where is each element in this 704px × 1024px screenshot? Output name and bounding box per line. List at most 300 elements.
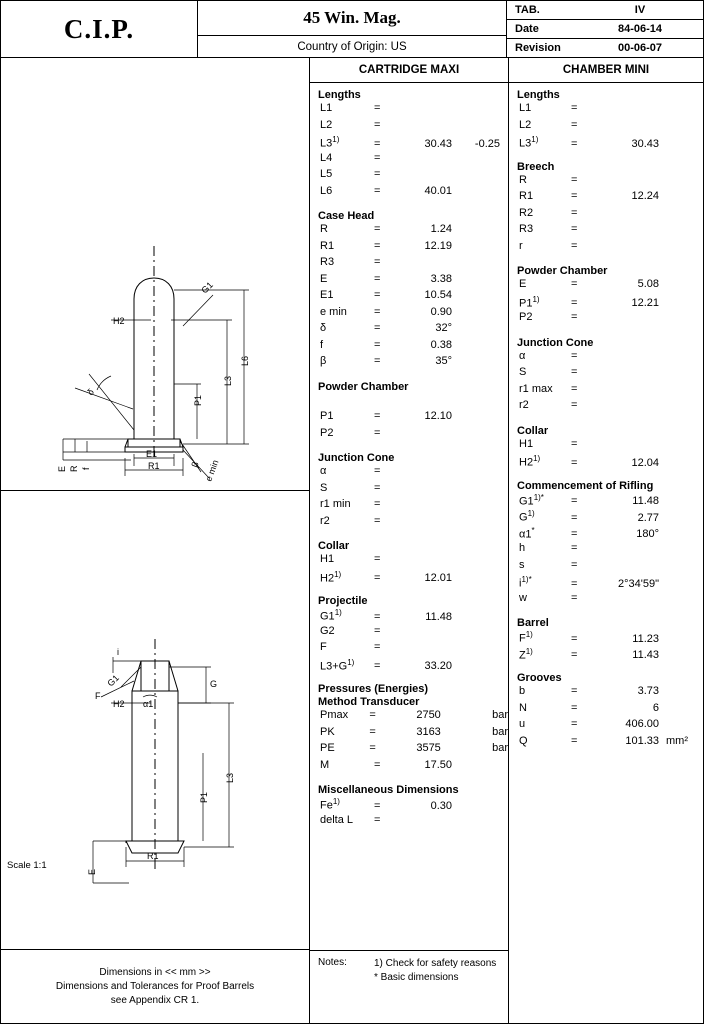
spec-row bbox=[509, 119, 703, 136]
tab-label: TAB. bbox=[515, 4, 540, 16]
spec-equals: = bbox=[571, 206, 578, 219]
spec-value: 35° bbox=[435, 355, 452, 367]
spec-label: R3 bbox=[320, 256, 335, 268]
label-e1: E1 bbox=[146, 449, 158, 459]
spec-row bbox=[310, 726, 508, 743]
spec-value: 12.19 bbox=[424, 239, 452, 252]
spec-label: H1 bbox=[320, 553, 335, 565]
spec-group bbox=[310, 89, 508, 201]
spec-group bbox=[310, 540, 508, 586]
label-g1-lower: G1 bbox=[105, 672, 121, 689]
spec-row bbox=[509, 278, 703, 295]
spec-equals: = bbox=[374, 813, 381, 826]
spec-value: 32° bbox=[435, 322, 452, 334]
spec-group bbox=[509, 161, 703, 257]
label-f: f bbox=[81, 467, 91, 470]
spec-label: α bbox=[519, 349, 526, 362]
spec-equals: = bbox=[369, 742, 376, 754]
spec-label: E1 bbox=[320, 289, 334, 301]
spec-row bbox=[509, 174, 703, 191]
chamber-mini-body bbox=[509, 83, 703, 950]
tab-value: IV bbox=[634, 4, 646, 16]
spec-label: R2 bbox=[519, 206, 534, 219]
spec-equals: = bbox=[374, 322, 381, 334]
date-value: 84-06-14 bbox=[617, 23, 663, 35]
spec-value: 3.38 bbox=[430, 272, 452, 285]
scale-label: Scale 1:1 bbox=[7, 860, 47, 871]
spec-value: 12.24 bbox=[631, 190, 659, 202]
spec-row bbox=[509, 493, 703, 510]
label-r1: R1 bbox=[148, 461, 160, 471]
label-e-lower: E bbox=[87, 868, 97, 875]
spec-row bbox=[310, 256, 508, 273]
spec-unit: mm² bbox=[666, 734, 688, 747]
spec-label: delta L bbox=[320, 813, 354, 826]
spec-equals: = bbox=[571, 190, 578, 202]
label-g1: G1 bbox=[199, 279, 215, 296]
spec-label: δ bbox=[320, 322, 327, 334]
spec-row bbox=[509, 135, 703, 152]
spec-label: P2 bbox=[519, 311, 533, 323]
spec-equals: = bbox=[571, 456, 578, 469]
spec-equals: = bbox=[369, 725, 376, 738]
spec-value: 0.30 bbox=[430, 799, 452, 812]
spec-label: e min bbox=[320, 305, 347, 318]
spec-group-title: Breech bbox=[517, 160, 555, 173]
spec-row bbox=[310, 223, 508, 240]
spec-equals: = bbox=[571, 223, 578, 235]
spec-equals: = bbox=[374, 289, 381, 301]
country-of-origin: Country of Origin: US bbox=[198, 35, 506, 57]
spec-row bbox=[509, 240, 703, 257]
spec-group bbox=[310, 784, 508, 830]
spec-equals: = bbox=[374, 660, 381, 673]
spec-row bbox=[310, 240, 508, 257]
spec-row bbox=[509, 207, 703, 224]
spec-row bbox=[310, 273, 508, 290]
spec-tolerance: -0.25 bbox=[474, 137, 500, 150]
spec-equals: = bbox=[374, 184, 381, 197]
spec-equals: = bbox=[374, 137, 381, 150]
spec-equals: = bbox=[374, 481, 381, 494]
label-l6: L6 bbox=[240, 355, 250, 366]
spec-equals: = bbox=[374, 641, 381, 653]
spec-value: 11.48 bbox=[425, 610, 452, 623]
spec-label: r1 min bbox=[320, 498, 351, 510]
spec-equals: = bbox=[374, 256, 381, 268]
spec-equals: = bbox=[571, 685, 578, 697]
spec-row bbox=[509, 575, 703, 592]
chamber-drawing-svg bbox=[1, 491, 309, 911]
spec-equals: = bbox=[374, 465, 381, 477]
chamber-drawing bbox=[1, 491, 309, 949]
label-emin: e min bbox=[203, 458, 221, 483]
spec-label: f bbox=[320, 338, 324, 351]
revision-value: 00-06-07 bbox=[617, 42, 663, 54]
spec-value: 40.01 bbox=[424, 184, 452, 197]
spec-row bbox=[310, 658, 508, 675]
spec-value: 33.20 bbox=[424, 660, 452, 673]
spec-equals: = bbox=[571, 278, 578, 290]
spec-label: N bbox=[519, 701, 527, 714]
spec-equals: = bbox=[374, 514, 381, 527]
spec-label: G1$^{1)}$ bbox=[320, 608, 342, 623]
spec-row bbox=[310, 410, 508, 427]
drawing-footer bbox=[1, 949, 309, 1024]
spec-row bbox=[310, 641, 508, 658]
date-row bbox=[507, 20, 703, 39]
spec-label: L1 bbox=[519, 102, 532, 114]
note-line-2: * Basic dimensions bbox=[374, 972, 459, 983]
label-g: G bbox=[210, 679, 218, 689]
spec-equals: = bbox=[374, 355, 381, 367]
spec-equals: = bbox=[571, 542, 578, 554]
label-p1-lower: P1 bbox=[199, 791, 209, 803]
spec-group bbox=[310, 381, 508, 444]
spec-equals: = bbox=[374, 758, 381, 771]
spec-group bbox=[509, 672, 703, 751]
spec-equals: = bbox=[571, 399, 578, 411]
spec-group-title: Grooves bbox=[517, 672, 562, 684]
spec-row bbox=[310, 135, 508, 152]
spec-value: 12.01 bbox=[424, 572, 452, 585]
spec-label: L5 bbox=[320, 168, 333, 180]
spec-group-title: Projectile bbox=[318, 595, 368, 607]
spec-value: 30.43 bbox=[424, 137, 452, 150]
spec-equals: = bbox=[374, 410, 381, 422]
spec-value: 2°34'59" bbox=[618, 577, 659, 590]
spec-equals: = bbox=[374, 305, 381, 318]
spec-equals: = bbox=[571, 511, 578, 524]
spec-equals: = bbox=[571, 239, 578, 252]
spec-label: $i^{1)*}$ bbox=[519, 575, 532, 590]
spec-label: R3 bbox=[519, 223, 534, 235]
spec-label: w bbox=[519, 591, 527, 604]
label-f-lower: F bbox=[95, 691, 101, 701]
spec-equals: = bbox=[571, 734, 578, 747]
spec-label: PE bbox=[320, 742, 335, 754]
header-meta bbox=[507, 1, 703, 57]
spec-row bbox=[509, 735, 703, 752]
spec-group bbox=[310, 210, 508, 372]
spec-group-title: Powder Chamber bbox=[517, 265, 608, 277]
spec-label: $G^{1)}$ bbox=[519, 509, 535, 524]
spec-group bbox=[310, 683, 508, 775]
spec-row bbox=[509, 223, 703, 240]
spec-row bbox=[310, 119, 508, 136]
spec-label: Fe$^{1)}$ bbox=[320, 797, 340, 812]
spec-equals: = bbox=[374, 151, 381, 164]
spec-equals: = bbox=[571, 349, 578, 362]
date-label: Date bbox=[515, 23, 539, 35]
spec-group-title: Barrel bbox=[517, 617, 549, 629]
label-i: i bbox=[117, 647, 119, 657]
spec-label: L3$^{1)}$ bbox=[519, 135, 539, 150]
label-p1: P1 bbox=[193, 394, 203, 406]
revision-row bbox=[507, 39, 703, 57]
spec-row bbox=[509, 592, 703, 609]
spec-unit: bar bbox=[492, 709, 508, 721]
spec-label: S bbox=[519, 366, 527, 378]
spec-label: b bbox=[519, 685, 526, 697]
spec-value: 2750 bbox=[416, 709, 441, 721]
spec-label: Pmax bbox=[320, 709, 349, 721]
spec-group-subtitle: Method Transducer bbox=[318, 696, 420, 708]
spec-equals: = bbox=[571, 577, 578, 590]
spec-label: P1 bbox=[320, 410, 334, 422]
spec-group bbox=[509, 265, 703, 328]
spec-value: 30.43 bbox=[631, 137, 659, 150]
spec-label: r1 max bbox=[519, 382, 553, 395]
spec-row bbox=[509, 542, 703, 559]
spec-row bbox=[509, 526, 703, 543]
spec-equals: = bbox=[571, 591, 578, 604]
spec-value: 12.04 bbox=[631, 456, 659, 469]
spec-equals: = bbox=[571, 382, 578, 395]
spec-group-title: Commencement of Rifling bbox=[517, 479, 654, 492]
spec-equals: = bbox=[571, 701, 578, 714]
spec-value: 11.48 bbox=[632, 495, 659, 508]
spec-equals: = bbox=[374, 239, 381, 252]
spec-label: H2$^{1)}$ bbox=[519, 454, 541, 469]
spec-row bbox=[310, 608, 508, 625]
cip-logo: C.I.P. bbox=[1, 1, 198, 57]
spec-value: 3.73 bbox=[637, 685, 659, 697]
spec-label: R bbox=[519, 173, 527, 186]
spec-group-title: Pressures (Energies) bbox=[318, 683, 429, 695]
cartridge-title: 45 Win. Mag. bbox=[303, 8, 401, 27]
spec-equals: = bbox=[374, 624, 381, 637]
spec-row bbox=[310, 322, 508, 339]
spec-row bbox=[310, 168, 508, 185]
sheet-body bbox=[1, 58, 703, 1024]
spec-label: $Z^{1)}$ bbox=[519, 646, 533, 662]
spec-row bbox=[509, 454, 703, 471]
spec-label: r2 bbox=[519, 399, 529, 411]
label-e: E bbox=[57, 465, 67, 472]
spec-equals: = bbox=[571, 173, 578, 186]
spec-group-title: Case Head bbox=[318, 210, 375, 222]
cartridge-maxi-body bbox=[310, 83, 508, 950]
spec-row bbox=[310, 742, 508, 759]
spec-row bbox=[509, 295, 703, 312]
spec-value: 11.23 bbox=[632, 632, 659, 645]
spec-equals: = bbox=[571, 297, 578, 310]
spec-label: h bbox=[519, 542, 526, 554]
spec-value: 12.21 bbox=[631, 297, 659, 310]
label-beta: β bbox=[189, 460, 201, 469]
spec-label: L1 bbox=[320, 102, 333, 114]
cartridge-maxi-title: CARTRIDGE MAXI bbox=[310, 58, 508, 83]
drawings-column bbox=[1, 58, 310, 1024]
spec-equals: = bbox=[571, 649, 578, 662]
spec-label: R bbox=[320, 223, 328, 235]
spec-row bbox=[310, 152, 508, 169]
spec-equals: = bbox=[571, 558, 578, 571]
spec-row bbox=[310, 465, 508, 482]
label-h2: H2 bbox=[113, 316, 125, 326]
spec-group-title: Powder Chamber bbox=[318, 380, 409, 393]
spec-label: L4 bbox=[320, 151, 333, 164]
spec-group bbox=[509, 89, 703, 152]
spec-label: G2 bbox=[320, 624, 335, 637]
cartridge-drawing-svg bbox=[1, 58, 309, 490]
spec-row bbox=[509, 399, 703, 416]
footer-line-2: Dimensions and Tolerances for Proof Barrels bbox=[55, 981, 255, 992]
spec-label: r bbox=[519, 239, 523, 252]
spec-label: $G1^{1)*}$ bbox=[519, 492, 544, 508]
spec-label: u bbox=[519, 718, 526, 730]
spec-row bbox=[509, 102, 703, 119]
spec-unit: bar bbox=[492, 742, 508, 754]
spec-row bbox=[310, 797, 508, 814]
spec-value: 3163 bbox=[416, 725, 441, 738]
spec-equals: = bbox=[571, 366, 578, 378]
spec-value: 17.50 bbox=[424, 758, 452, 771]
spec-label: L2 bbox=[320, 118, 333, 131]
label-l3: L3 bbox=[223, 375, 233, 386]
label-r1-lower: R1 bbox=[147, 851, 159, 861]
spec-equals: = bbox=[374, 553, 381, 565]
spec-label: M bbox=[320, 758, 330, 771]
spec-label: L2 bbox=[519, 118, 532, 131]
spec-row bbox=[310, 553, 508, 570]
spec-equals: = bbox=[374, 498, 381, 510]
spec-group-title: Junction Cone bbox=[517, 336, 594, 349]
spec-value: 0.38 bbox=[430, 338, 452, 351]
spec-equals: = bbox=[374, 272, 381, 285]
spec-label: H2$^{1)}$ bbox=[320, 569, 342, 585]
spec-value: 180° bbox=[636, 528, 659, 541]
spec-row bbox=[310, 482, 508, 499]
label-delta: δ bbox=[85, 386, 96, 398]
spec-row bbox=[509, 630, 703, 647]
label-alpha1: α1 bbox=[143, 699, 154, 709]
spec-equals: = bbox=[374, 102, 381, 114]
spec-row bbox=[509, 647, 703, 664]
spec-group-title: Collar bbox=[318, 540, 350, 552]
spec-equals: = bbox=[571, 118, 578, 131]
spec-value: 11.43 bbox=[632, 649, 659, 662]
spec-label: H1 bbox=[519, 437, 534, 450]
spec-label: S bbox=[320, 481, 328, 494]
spec-label: $F^{1)}$ bbox=[519, 630, 533, 645]
spec-row bbox=[509, 718, 703, 735]
spec-equals: = bbox=[374, 168, 381, 180]
spec-row bbox=[310, 759, 508, 776]
spec-label: α bbox=[320, 465, 327, 477]
spec-equals: = bbox=[374, 223, 381, 235]
spec-equals: = bbox=[369, 709, 376, 721]
spec-label: s bbox=[519, 558, 525, 571]
spec-row bbox=[310, 814, 508, 831]
spec-value: 0.90 bbox=[430, 305, 452, 318]
spec-row bbox=[310, 185, 508, 202]
spec-group-title: Junction Cone bbox=[318, 452, 395, 464]
spec-label: β bbox=[320, 355, 327, 367]
spec-equals: = bbox=[571, 495, 578, 508]
spec-label: R1 bbox=[320, 239, 335, 252]
spec-equals: = bbox=[374, 118, 381, 131]
spec-row bbox=[310, 427, 508, 444]
spec-row bbox=[310, 570, 508, 587]
spec-row bbox=[310, 625, 508, 642]
spec-equals: = bbox=[374, 426, 381, 439]
spec-equals: = bbox=[374, 338, 381, 351]
spec-unit: bar bbox=[492, 725, 508, 738]
spec-row bbox=[310, 515, 508, 532]
sheet-header bbox=[1, 1, 703, 58]
spec-row bbox=[509, 311, 703, 328]
spec-value: 10.54 bbox=[424, 289, 452, 301]
spec-label: E bbox=[320, 272, 328, 285]
notes-block bbox=[310, 950, 508, 1024]
spec-row bbox=[509, 685, 703, 702]
spec-row bbox=[310, 709, 508, 726]
spec-row bbox=[509, 190, 703, 207]
spec-group bbox=[509, 337, 703, 416]
spec-row bbox=[509, 509, 703, 526]
spec-equals: = bbox=[374, 799, 381, 812]
spec-label: R1 bbox=[519, 190, 534, 202]
spec-group-title: Lengths bbox=[318, 89, 361, 101]
spec-row bbox=[509, 350, 703, 367]
spec-row bbox=[509, 559, 703, 576]
spec-row bbox=[310, 339, 508, 356]
spec-label: L6 bbox=[320, 184, 333, 197]
spec-label: L3$^{1)}$ bbox=[320, 135, 340, 150]
label-r: R bbox=[69, 465, 79, 472]
spec-value: 5.08 bbox=[637, 278, 659, 290]
spec-equals: = bbox=[571, 437, 578, 450]
spec-row bbox=[310, 355, 508, 372]
spec-equals: = bbox=[571, 632, 578, 645]
header-middle bbox=[198, 1, 507, 57]
footer-line-3: see Appendix CR 1. bbox=[110, 995, 200, 1006]
label-l3-lower: L3 bbox=[225, 772, 235, 783]
footer-line-1: Dimensions in << mm >> bbox=[99, 967, 211, 978]
cartridge-drawing bbox=[1, 58, 309, 491]
spec-equals: = bbox=[374, 610, 381, 623]
notes-lines bbox=[374, 957, 496, 1024]
note-line-1: 1) Check for safety reasons bbox=[374, 958, 497, 969]
spec-group-title: Collar bbox=[517, 424, 549, 437]
spec-equals: = bbox=[571, 528, 578, 541]
spec-group bbox=[310, 452, 508, 531]
spec-label: r2 bbox=[320, 514, 330, 527]
spec-value: 12.10 bbox=[424, 410, 452, 422]
spec-label: F bbox=[320, 641, 327, 653]
spec-row bbox=[509, 702, 703, 719]
spec-equals: = bbox=[571, 718, 578, 730]
spec-row bbox=[310, 394, 508, 411]
label-h2-lower: H2 bbox=[113, 699, 125, 709]
spec-value: 406.00 bbox=[625, 718, 659, 730]
spec-equals: = bbox=[374, 572, 381, 585]
cartridge-maxi-column bbox=[310, 58, 509, 1024]
spec-label: $L3+G^{1)}$ bbox=[320, 657, 355, 673]
spec-row bbox=[310, 289, 508, 306]
spec-group-title: Miscellaneous Dimensions bbox=[318, 784, 459, 796]
spec-label: P2 bbox=[320, 426, 334, 439]
spec-row bbox=[509, 366, 703, 383]
spec-equals: = bbox=[571, 311, 578, 323]
spec-value: 3575 bbox=[416, 742, 441, 754]
spec-label: Q bbox=[519, 734, 528, 747]
spec-group bbox=[509, 480, 703, 609]
spec-group bbox=[509, 425, 703, 471]
notes-label: Notes: bbox=[318, 957, 347, 968]
